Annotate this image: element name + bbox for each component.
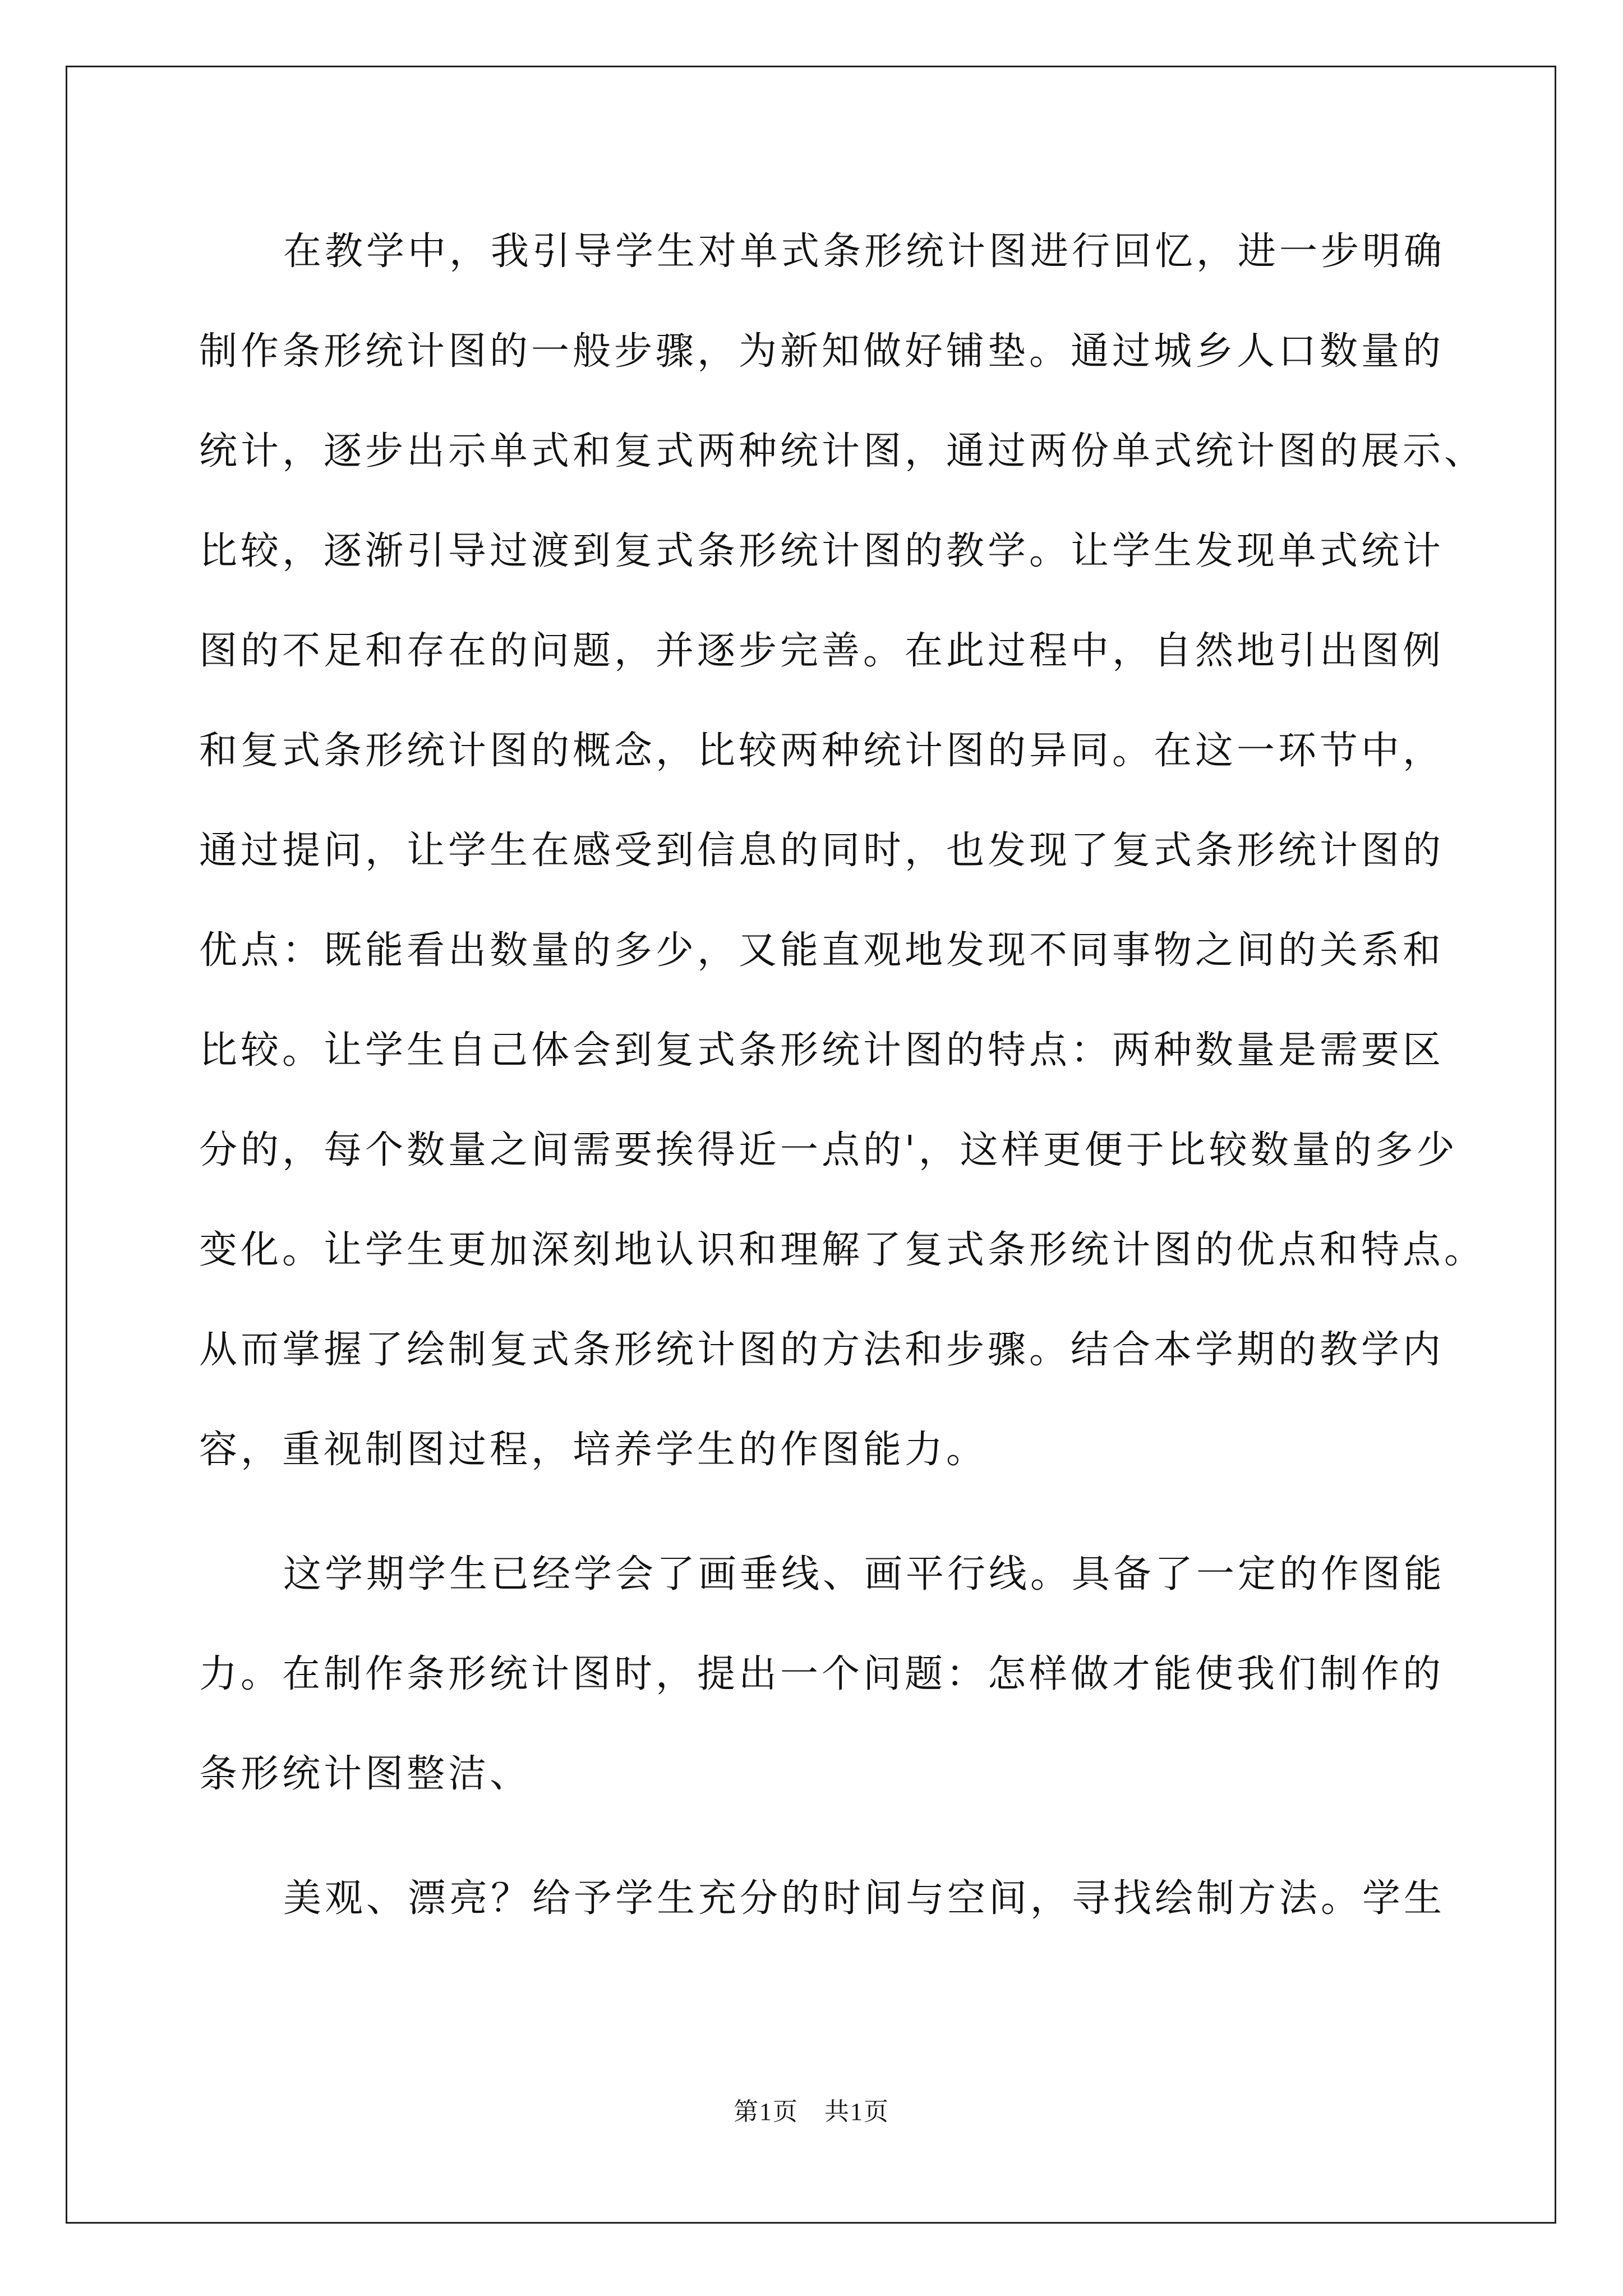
text-line: 通过提问，让学生在感受到信息的同时，也发现了复式条形统计图的 bbox=[199, 829, 1445, 873]
text-line: 在教学中，我引导学生对单式条形统计图进行回忆，进一步明确 bbox=[283, 229, 1446, 274]
paragraph-spacer bbox=[199, 1824, 1427, 1849]
text-line: 从而掌握了绘制复式条形统计图的方法和步骤。结合本学期的教学内 bbox=[199, 1328, 1445, 1372]
text-line: 分的，每个数量之间需要挨得近一点的'，这样更便于比较数量的多少 bbox=[199, 1128, 1458, 1172]
paragraph-2 bbox=[199, 1525, 1446, 1824]
text-line: 制作条形统计图的一般步骤，为新知做好铺垫。通过城乡人口数量的 bbox=[199, 329, 1445, 374]
text-line: 条形统计图整洁、 bbox=[199, 1752, 532, 1796]
paragraph-spacer bbox=[199, 1500, 1427, 1525]
text-line: 力。在制作条形统计图时，提出一个问题：怎样做才能使我们制作的 bbox=[199, 1652, 1445, 1696]
text-line: 图的不足和存在的问题，并逐步完善。在此过程中，自然地引出图例 bbox=[199, 629, 1445, 673]
text-line: 和复式条形统计图的概念，比较两种统计图的异同。在这一环节中， bbox=[199, 729, 1445, 773]
text-line: 比较。让学生自己体会到复式条形统计图的特点：两种数量是需要区 bbox=[199, 1028, 1445, 1073]
text-line: 这学期学生已经学会了画垂线、画平行线。具备了一定的作图能 bbox=[283, 1552, 1446, 1596]
paragraph-1 bbox=[199, 202, 1486, 1500]
text-line: 容，重视制图过程，培养学生的作图能力。 bbox=[199, 1428, 988, 1472]
paragraph-3 bbox=[199, 1849, 1446, 1949]
document-body bbox=[199, 202, 1486, 1949]
text-line: 变化。让学生更加深刻地认识和理解了复式条形统计图的优点和特点。 bbox=[199, 1228, 1486, 1272]
text-line: 优点：既能看出数量的多少，又能直观地发现不同事物之间的关系和 bbox=[199, 928, 1445, 973]
text-line: 统计，逐步出示单式和复式两种统计图，通过两份单式统计图的展示、 bbox=[199, 429, 1486, 473]
text-line: 美观、漂亮？给予学生充分的时间与空间，寻找绘制方法。学生 bbox=[283, 1876, 1446, 1921]
page-number-footer: 第1页 共1页 bbox=[734, 2098, 889, 2125]
text-line: 比较，逐渐引导过渡到复式条形统计图的教学。让学生发现单式统计 bbox=[199, 529, 1445, 573]
